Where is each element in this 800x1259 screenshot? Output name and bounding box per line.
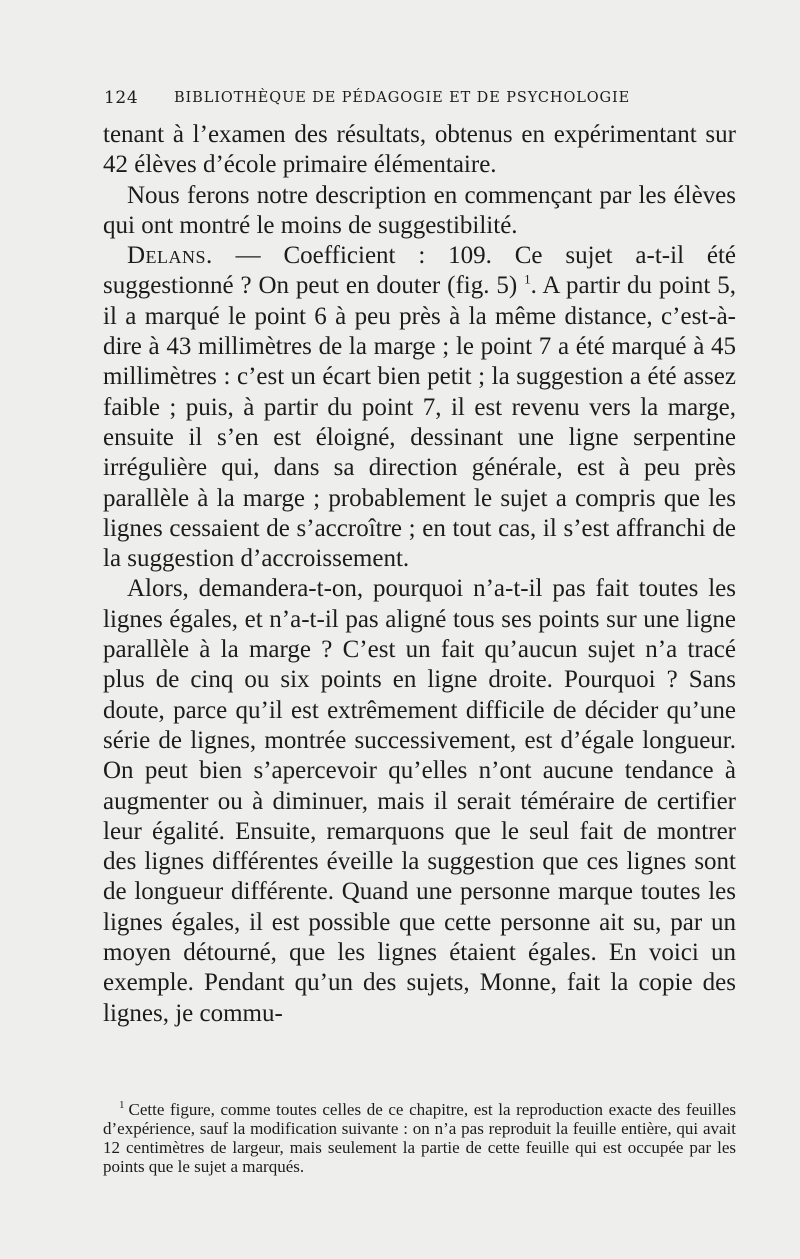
paragraph-intro: Nous ferons notre description en commençant par les élèves qui ont montré le moins de suggestibilité.	[103, 181, 736, 239]
page-number: 124	[104, 88, 139, 108]
footnote-text: Cette figure, comme toutes celles de ce chapitre, est la reproduction exacte des feuilles d’expérience, sauf la modification suivante : on n’a pas reproduit la feuille entière, qui avait 12 centimètres de largeur, mais seulement la partie de cette feuille qui est occupée par les points que le sujet a marqués.	[103, 1100, 736, 1176]
paragraph-delans	[103, 241, 736, 574]
subject-name: Delans.	[127, 242, 213, 270]
paragraph-discussion: Alors, demandera-t-on, pourquoi n’a-t-il pas fait toutes les lignes égales, et n’a-t-il pas aligné tous ses points sur une ligne parallèle à la marge ? C’est un fait qu’aucun sujet n’a tracé plus de cinq ou six points en ligne droite. Pourquoi ? Sans doute, parce qu’il est extrêmement difficile de décider qu’une série de lignes, montrée successivement, est d’égale longueur. On peut bien s’apercevoir qu’elles n’ont aucune tendance à augmenter ou à diminuer, mais il serait téméraire de certifier leur égalité. Ensuite, remarquons que le seul fait de montrer des lignes différentes éveille la suggestion que ces lignes sont de longueur différente. Quand une personne marque toutes les lignes égales, il est possible que cette personne ait su, par un moyen détourné, que les lignes étaient égales. En voici un exemple. Pendant qu’un des sujets, Monne, fait la copie des lignes, je commu-	[103, 575, 736, 1027]
footnote-area	[103, 1100, 736, 1176]
running-title: BIBLIOTHÈQUE DE PÉDAGOGIE ET DE PSYCHOLOGIE	[174, 90, 631, 106]
paragraph-delans-text-a: — Coefficient : 109. Ce sujet a-t-il été suggestionné ? On peut en douter (fig. 5)	[103, 242, 736, 300]
paragraph-continuation: tenant à l’examen des résultats, obtenus en expérimentant sur 42 élèves d’école primaire élémentaire.	[103, 121, 736, 179]
main-text	[103, 120, 736, 1029]
running-head	[104, 88, 656, 112]
footnote-reference[interactable]: 1	[524, 272, 531, 288]
footnote	[103, 1100, 736, 1176]
paragraph-delans-text-b: . A partir du point 5, il a marqué le point 6 à peu près à la même distance, c’est-à-dire à 43 millimètres de la marge ; le point 7 a été marqué à 45 millimètres : c’est un écart bien petit ; la suggestion a été assez faible ; puis, à partir du point 7, il est revenu vers la marge, ensuite il s’en est éloigné, dessinant une ligne serpentine irrégulière qui, dans sa direction générale, est à peu près parallèle à la marge ; probablement le sujet a compris que les lignes cessaient de s’accroître ; en tout cas, il s’est affranchi de la suggestion d’accroissement.	[103, 272, 737, 573]
footnote-number: 1	[119, 1099, 125, 1112]
